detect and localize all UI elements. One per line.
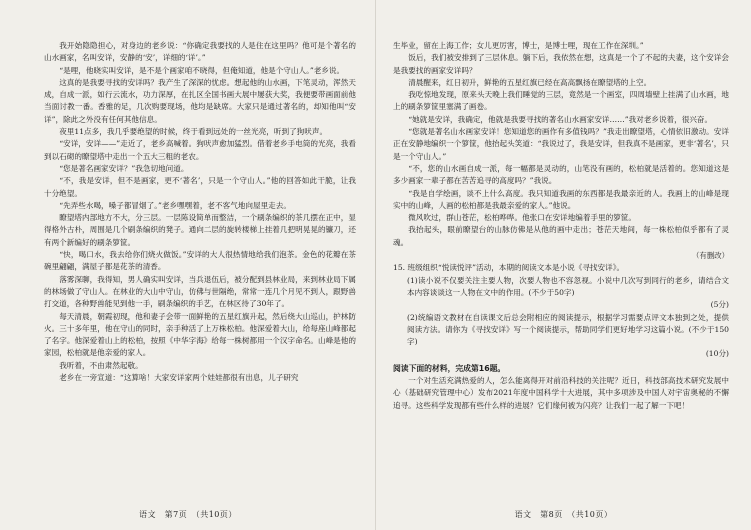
story-paragraph: “不，您的山水画自成一派，每一幅都是灵动的，山笔没有画的，松柏就是活着的。您知道这是多少画家一辈子都在苦苦追寻的高度吗？”我说。 xyxy=(393,163,729,186)
score-label: (10分) xyxy=(705,349,729,359)
story-paragraph: 清晨醒来，红日初升，鲜艳的五星红旗已经在高高飘扬在瞭望塔的上空。 xyxy=(408,77,652,87)
story-paragraph: “安详，安详——”走近了，老乡高喊着。狗吠声愈加猛烈。借着老乡手电筒的光亮，我看到以石砌的瞭望塔中走出一个五大三粗的老农。 xyxy=(44,139,356,161)
story-paragraph: 落雾深聊，我得知，男人确实叫安详，当兵退伍后，被分配到县林业局，来到林业局下属的林场做了守山人。在林业的大山中守山，仿佛与世隔绝，常常一连几个月见不到人，跟野兽打交道，各种野兽能见到他一手，刷条编织的手艺，在林区待了30年了。 xyxy=(44,274,356,309)
question-15 xyxy=(393,262,729,360)
story-paragraph: 生毕业，留在上海工作；女儿更厉害，博士，是博士哩，现在工作在深圳。” xyxy=(393,41,644,50)
sub-question-1: (1)读小说不仅要关注主要人物，次要人物也不容忽视。小说中几次写到同行的老乡，请结合文本内容谈谈这一人物在文中的作用。(不少于50字) xyxy=(407,275,729,297)
story-paragraph: 我抬起头，眼前瞭望台的山脉仿佛是从他的画中走出；苍茫天地间，每一株松柏似乎都有了灵魂。 xyxy=(393,225,729,247)
story-paragraph: 老乡在一旁宣道：“这算啥！大家安详家两个娃娃都很有出息，儿子研究 xyxy=(59,373,299,383)
story-paragraph: “是哩，他晓实叫安详，是不是个画家咱不晓得，但俺知道，他是个守山人。”老乡说。 xyxy=(59,65,345,75)
story-paragraph: “先弄些水喝，嗓子都冒烟了。”老乡嘿嘿着，老不客气地向屋里走去。 xyxy=(59,200,291,210)
page-footer: 语文 第8页 （共10页） xyxy=(514,510,613,519)
story-paragraph: 每天清晨，朝霞初现，他和妻子会带一面鲜艳的五星红旗升起，然后绕大山巡山，护林防火。三十多年里，他在守山的同时，亲手种活了上万株松柏。他深爱着大山，给每座山峰都起了名字。他深爱着山上的松柏，按照《中华字海》给每一株树都用一个汉字命名。山峰是他的家园，松柏就是他亲爱的家人。 xyxy=(44,311,356,358)
source-note: （有删改） xyxy=(692,251,729,261)
story-paragraph: “您就是著名山水画家安详！您知道您的画作有多值钱吗？”我走出瞭望塔，心情依旧激动。安详正在安静地编织一个箩筐，他抬起头笑道：“我说过了，我是安详，但我真不是画家，更非‘著名’，只是一个守山人。” xyxy=(393,127,729,161)
story-paragraph: “她就是安详，我确定，他就是我要寻找的著名山水画家安详……”我对老乡说着，很兴奋。 xyxy=(408,114,713,124)
story-paragraph: 微风吹过，群山苍茫，松柏哗哗。他张口在安详地编着手里的箩筐。 xyxy=(408,213,636,223)
sub-question-2: (2)统编语文教材在自读课文后总会附相应的阅读提示，根据学习需要点评文本独到之处，提供阅读方法。请你为《寻找安详》写一个阅读提示，帮助同学们更好地学习这篇小说。(不少于150字) xyxy=(407,312,729,347)
story-paragraph: 我吃惊地发现，原来头天晚上我们睡觉的三层，竟然是一个画室，四周墙壁上挂满了山水画，地上的刷条箩筐里塞满了画卷。 xyxy=(393,90,729,112)
story-paragraph: 这真的是我要寻找的安详吗？我产生了深深的忧虑。想起他的山水画，下笔灵动，浑然天成，自成一派，如行云流水，功力深厚，在扎区全国书画大展中屡获大奖，我便要带画面前他当面讨教一番。香雅的足，几次购要现场，他均是缺席。大家只是通过著名的，却知他叫“安详”，除此之外没有任何其他信息。 xyxy=(44,77,356,124)
story-paragraph: 夜里11点多，我几乎要绝望的时候，终于看到远处的一丝光亮，听到了狗吠声。 xyxy=(59,127,328,137)
story-paragraph: 我开始隐隐担心，对身边的老乡说：“你确定我要找的人是住在这里吗？他可是个著名的山水画家，名叫安详，安静的‘安’，详细的‘详’。” xyxy=(44,41,356,63)
section-heading: 阅读下面的材料，完成第16题。 xyxy=(393,363,506,373)
story-paragraph: 我听着，不由肃然起敬。 xyxy=(59,360,143,370)
story-paragraph: 瞭望塔内部地方不大，分三层。一层陈设简单而整洁，一个刷条编织的茶几摆在正中，显得格外古朴，周围是几个刷条编织的凳子。通向二层的旋转楼梯上挂着几把明晃晃的镰刀，还有两个新编好的刷条箩筐。 xyxy=(44,213,356,247)
story-paragraph: “快，喝口水，我去给你们烧火做饭。”安详的大人很热情地给我们泡茶。金色的花瓣在茶碗里翩翩，满屋子都是花茶的清香。 xyxy=(44,250,356,272)
question-stem: 15. 班级组织“悦读悦评”活动，本期的阅读文本是小说《寻找安详》。 xyxy=(393,263,625,273)
page-8 xyxy=(376,0,751,530)
story-paragraph: 饭后，我们被安排到了三层休息。躺下后，我依然在想，这真是一个了不起的夫妻，这个安详会是我要找的画家安详吗？ xyxy=(393,53,729,75)
story-paragraph: “不，我是安详，但不是画家，更不‘著名’，只是一个守山人。”他的回答如此干脆，让我十分绝望。 xyxy=(44,176,356,198)
reading-material: 一个对生活充满热爱的人，怎么能离得开对前沿科技的关注呢？近日，科技部高技术研究发展中心（基础研究管理中心）发布2021年度中国科学十大进展，其中多项涉及中国人对宇宙奥秘的不懈追寻。这些科学发现都有些什么样的进展？它们缘何被为闪亮？让我们一起了解一下吧！ xyxy=(393,376,729,410)
story-paragraph: “您是著名画家安详？”我急切地问道。 xyxy=(59,163,189,173)
score-label: (5分) xyxy=(710,300,729,310)
page-footer: 语文 第7页 （共10页） xyxy=(139,510,237,519)
story-paragraph: “我是自学绘画，谈不上什么高度。我只知道我画的东西都是我最亲近的人。我画上的山峰是现实中的山峰，人画的松柏都是我最亲爱的家人。”他说。 xyxy=(393,188,729,210)
